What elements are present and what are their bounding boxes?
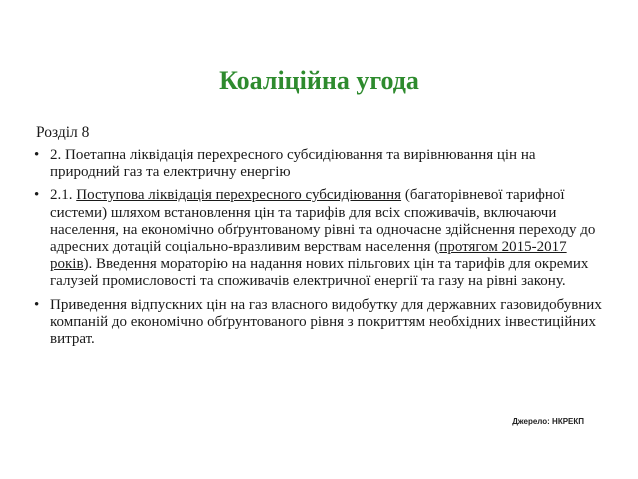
- underlined-phrase: Поступова ліквідація перехресного субсидіювання: [76, 187, 402, 204]
- bullet-dot-icon: •: [34, 296, 40, 313]
- bullet-item: [34, 297, 604, 349]
- slide-title: Коаліційна угода: [219, 66, 419, 95]
- bullet-item: [34, 147, 604, 181]
- bullet-text-part: 2.1.: [50, 187, 77, 204]
- underlined-period: протягом 2015-2017 років: [50, 239, 567, 273]
- section-heading: Розділ 8: [36, 124, 90, 141]
- bullet-text: Приведення відпускних цін на газ власного видобутку для державних газовидобувних компаній до економічно обґрунтованого рівня з покриттям необхідних інвестиційних витрат.: [50, 296, 602, 348]
- bullet-dot-icon: •: [34, 187, 40, 204]
- source-note: Джерело: НКРЕКП: [512, 417, 584, 426]
- bullet-text-part: ). Введення мораторію на надання нових пільгових цін та тарифів для окремих галузей промисловості та споживачів електричної енергії та газу на рівні закону.: [50, 256, 589, 290]
- bullet-dot-icon: •: [34, 147, 40, 163]
- bullet-list: [34, 147, 604, 354]
- bullet-text-part: (багаторівневої тарифної системи) шляхом встановлення цін та тарифів для всіх споживачів, включаючи населення, на економічно обґрунтованому рівні та одночасне здійснення переходу до адресних дотацій соціально-вразливим верствам населення (: [50, 187, 596, 256]
- bullet-text: 2. Поетапна ліквідація перехресного субсидіювання та вирівнювання цін на природний газ та електричну енергію: [50, 147, 536, 181]
- bullet-item: [34, 187, 604, 290]
